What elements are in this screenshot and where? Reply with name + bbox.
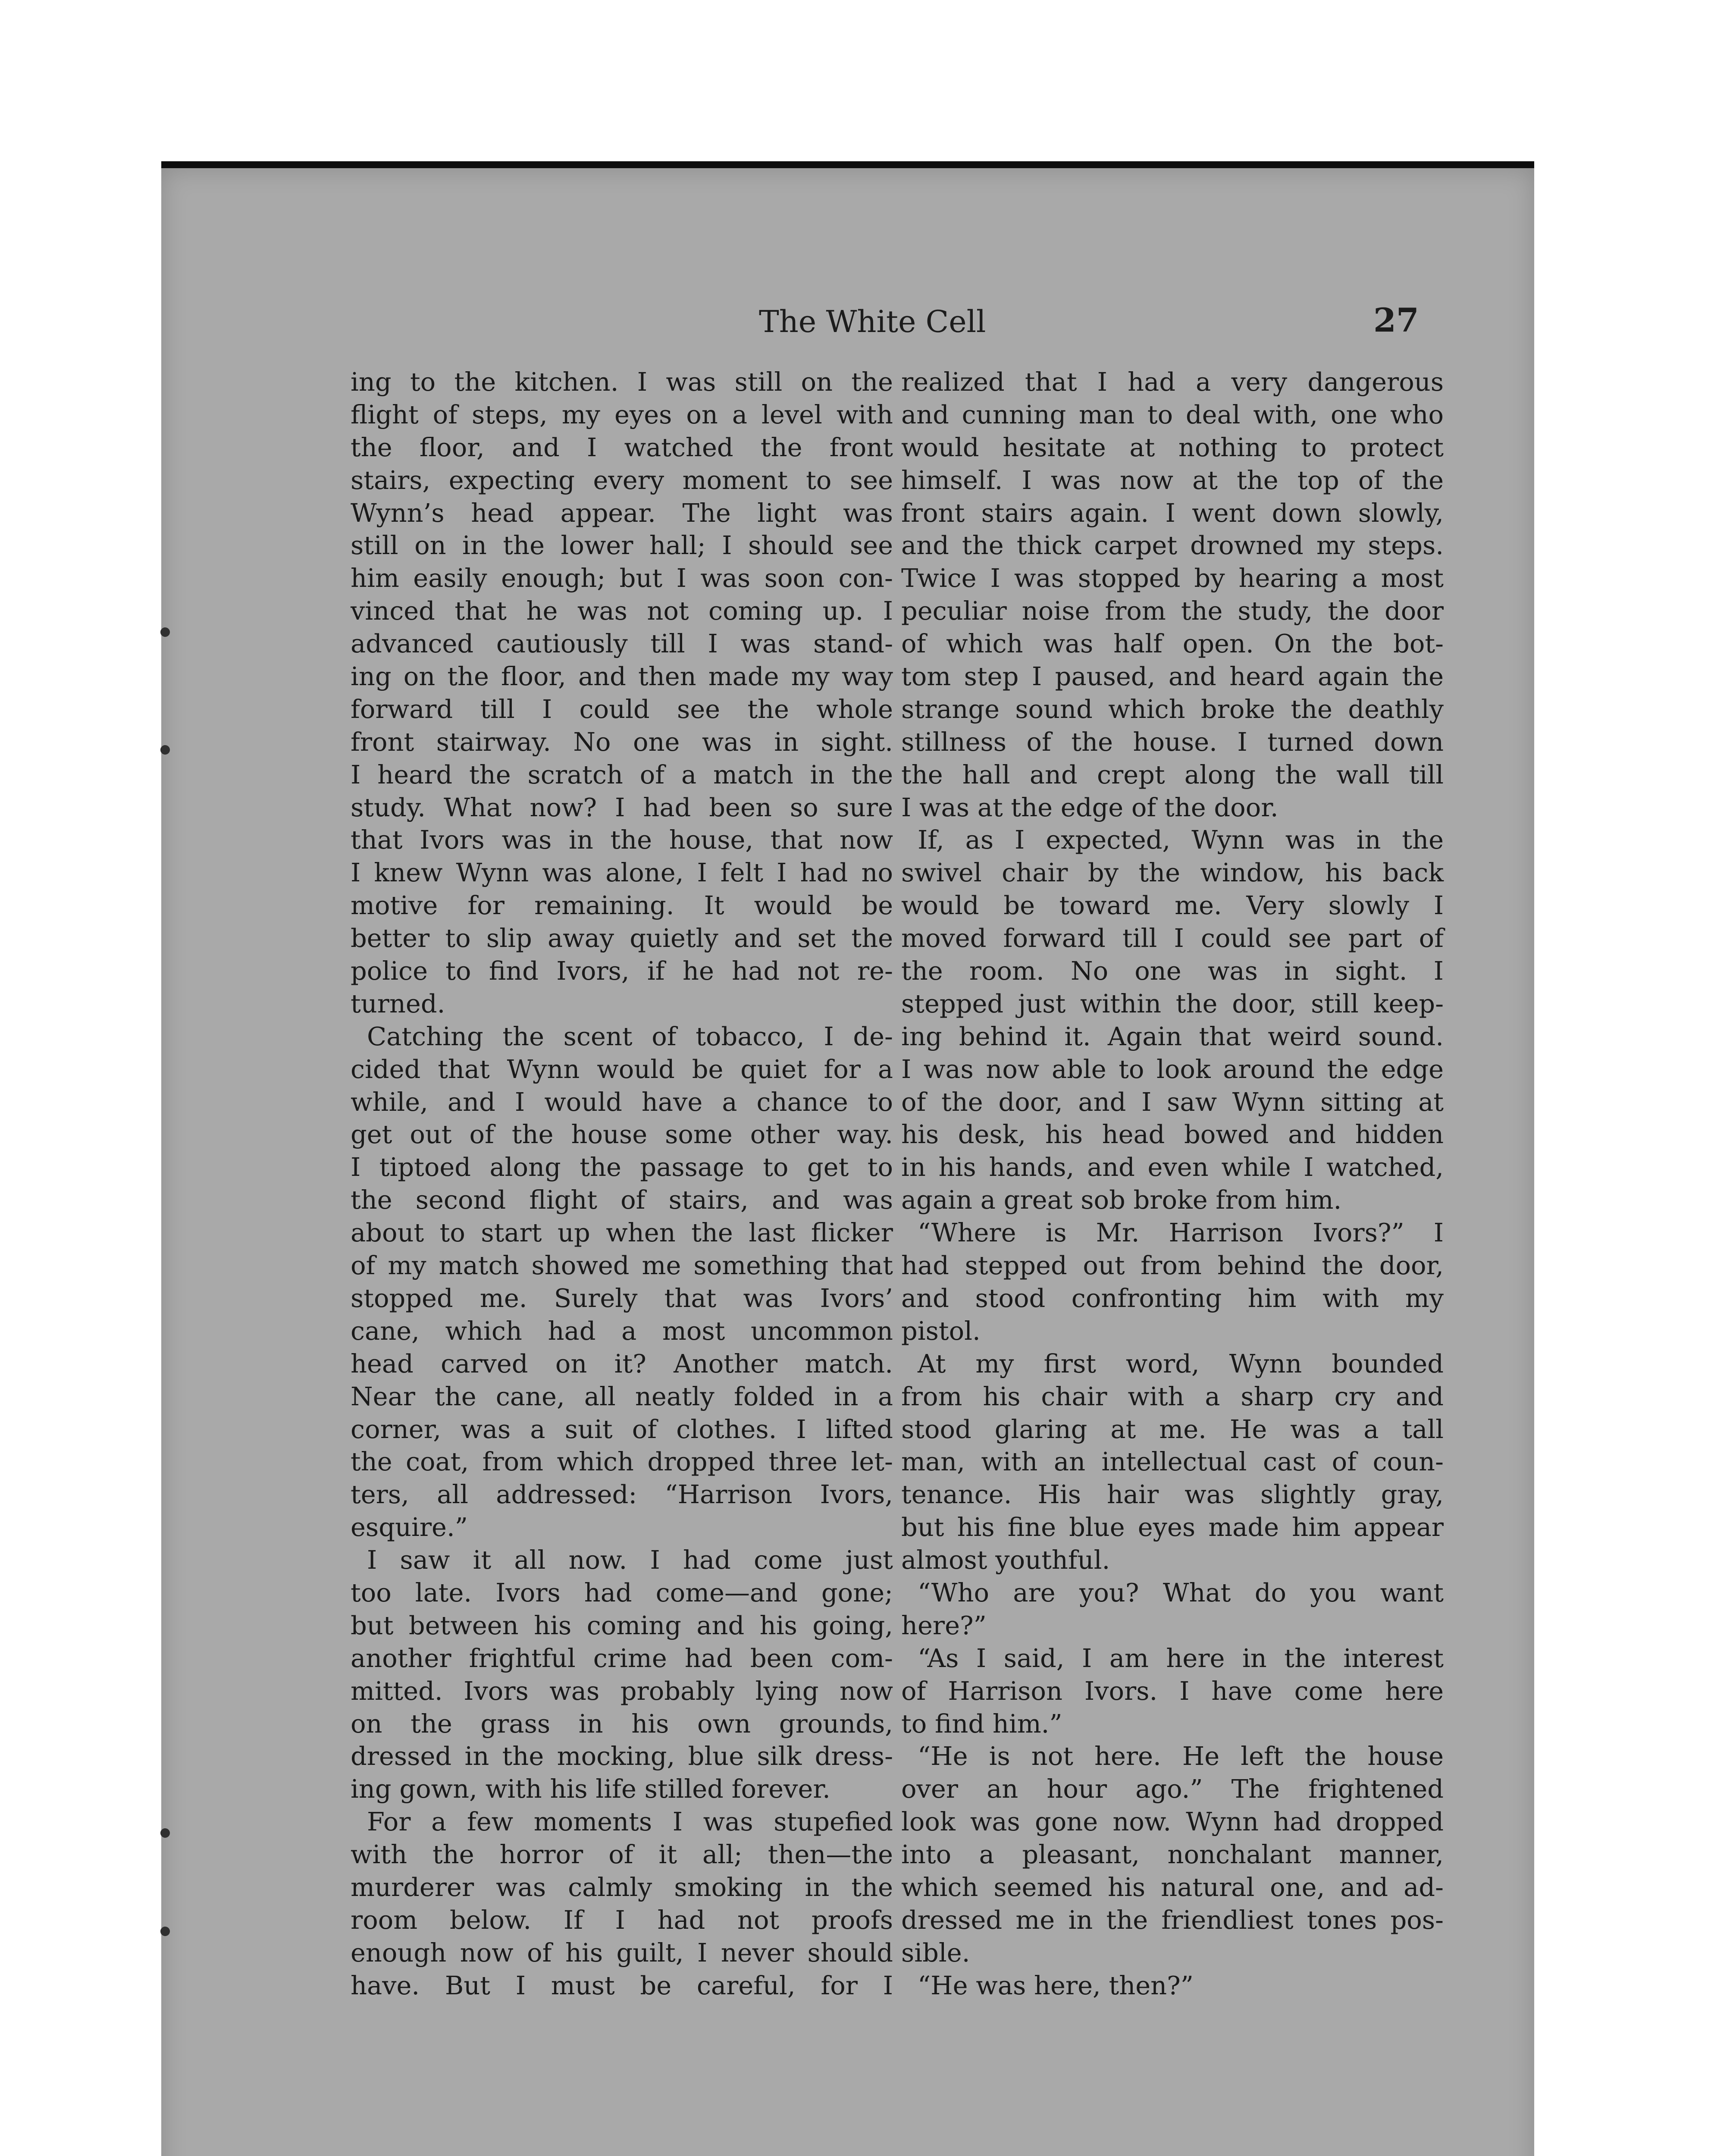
text-line: murderer was calmly smoking in the <box>351 1872 893 1902</box>
text-line: to find him.” <box>901 1708 1062 1739</box>
text-line: mitted. Ivors was probably lying now <box>351 1676 893 1706</box>
text-line: man, with an intellectual cast of coun- <box>901 1447 1444 1477</box>
punch-hole-mark <box>160 627 170 637</box>
text-line: I was now able to look around the edge <box>901 1054 1444 1084</box>
text-line: which seemed his natural one, and ad- <box>901 1872 1444 1902</box>
text-line: I knew Wynn was alone, I felt I had no <box>351 858 893 888</box>
text-line: pistol. <box>901 1316 981 1346</box>
text-line: “He was here, then?” <box>918 1970 1194 2000</box>
punch-hole-mark <box>160 745 170 755</box>
text-line: “Who are you? What do you want <box>918 1577 1444 1608</box>
text-line: into a pleasant, nonchalant manner, <box>901 1839 1444 1870</box>
text-line: flight of steps, my eyes on a level with <box>351 399 893 429</box>
text-line: again a great sob broke from him. <box>901 1185 1342 1215</box>
text-line: front stairs again. I went down slowly, <box>901 498 1444 528</box>
text-line: enough now of his guilt, I never should <box>351 1937 893 1968</box>
text-line: his desk, his head bowed and hidden <box>901 1119 1444 1150</box>
text-line: Twice I was stopped by hearing a most <box>901 563 1444 593</box>
text-line: realized that I had a very dangerous <box>901 367 1444 397</box>
text-line: with the horror of it all; then—the <box>351 1839 893 1870</box>
text-line: Near the cane, all neatly folded in a <box>351 1381 893 1411</box>
text-line: stood glaring at me. He was a tall <box>901 1414 1444 1444</box>
text-line: room below. If I had not proofs <box>351 1905 893 1935</box>
text-line: ing on the floor, and then made my way <box>351 661 893 692</box>
text-line: have. But I must be careful, for I <box>351 1970 893 2000</box>
text-line: of Harrison Ivors. I have come here <box>901 1676 1444 1706</box>
text-line: ters, all addressed: “Harrison Ivors, <box>351 1479 893 1510</box>
text-line: motive for remaining. It would be <box>351 890 893 921</box>
text-line: peculiar noise from the study, the door <box>901 596 1444 626</box>
text-line: almost youthful. <box>901 1545 1110 1575</box>
text-line: ing gown, with his life stilled forever. <box>351 1774 830 1804</box>
text-line: “He is not here. He left the house <box>918 1741 1444 1771</box>
text-line: would hesitate at nothing to protect <box>901 432 1444 462</box>
text-line: ing to the kitchen. I was still on the <box>351 367 893 397</box>
text-line: dressed in the mocking, blue silk dress- <box>351 1741 893 1771</box>
text-line: over an hour ago.” The frightened <box>901 1774 1444 1804</box>
text-line: corner, was a suit of clothes. I lifted <box>351 1414 893 1444</box>
text-line: and the thick carpet drowned my steps. <box>901 530 1444 561</box>
text-line: him easily enough; but I was soon con- <box>351 563 893 593</box>
text-line: cided that Wynn would be quiet for a <box>351 1054 893 1084</box>
text-line: “As I said, I am here in the interest <box>918 1643 1444 1673</box>
text-line: on the grass in his own grounds, <box>351 1708 893 1739</box>
text-line: front stairway. No one was in sight. <box>351 727 893 757</box>
left-text-column <box>351 366 893 2002</box>
text-line: of the door, and I saw Wynn sitting at <box>901 1087 1444 1117</box>
text-line: Catching the scent of tobacco, I de- <box>367 1021 893 1051</box>
text-line: “Where is Mr. Harrison Ivors?” I <box>918 1218 1444 1248</box>
text-line: study. What now? I had been so sure <box>351 792 893 822</box>
text-line: the room. No one was in sight. I <box>901 956 1444 986</box>
text-line: turned. <box>351 988 445 1018</box>
text-line: had stepped out from behind the door, <box>901 1250 1444 1281</box>
right-text-column <box>901 366 1444 2002</box>
text-line: swivel chair by the window, his back <box>901 858 1444 888</box>
text-line: ing behind it. Again that weird sound. <box>901 1021 1444 1051</box>
text-line: stillness of the house. I turned down <box>901 727 1444 757</box>
text-line: of which was half open. On the bot- <box>901 629 1444 659</box>
page-number: 27 <box>1373 301 1419 339</box>
text-line: the hall and crept along the wall till <box>901 759 1444 790</box>
text-line: stairs, expecting every moment to see <box>351 465 893 495</box>
text-line: esquire.” <box>351 1512 468 1542</box>
text-line: tenance. His hair was slightly gray, <box>901 1479 1444 1510</box>
text-line: himself. I was now at the top of the <box>901 465 1444 495</box>
text-line: moved forward till I could see part of <box>901 923 1444 953</box>
text-line: stopped me. Surely that was Ivors’ <box>351 1283 893 1313</box>
text-line: but between his coming and his going, <box>351 1610 893 1640</box>
text-line: from his chair with a sharp cry and <box>901 1381 1444 1411</box>
text-line: I was at the edge of the door. <box>901 792 1279 822</box>
text-line: tom step I paused, and heard again the <box>901 661 1444 692</box>
text-line: but his fine blue eyes made him appear <box>901 1512 1444 1542</box>
text-line: and stood confronting him with my <box>901 1283 1444 1313</box>
text-line: the floor, and I watched the front <box>351 432 893 462</box>
text-line: look was gone now. Wynn had dropped <box>901 1807 1444 1837</box>
text-line: cane, which had a most uncommon <box>351 1316 893 1346</box>
text-line: too late. Ivors had come—and gone; <box>351 1577 893 1608</box>
text-line: about to start up when the last flicker <box>351 1218 893 1248</box>
text-line: and cunning man to deal with, one who <box>901 399 1444 429</box>
punch-hole-mark <box>160 1828 170 1838</box>
text-line: At my first word, Wynn bounded <box>918 1348 1444 1379</box>
text-line: head carved on it? Another match. <box>351 1348 893 1379</box>
text-line: police to find Ivors, if he had not re- <box>351 956 893 986</box>
text-line: better to slip away quietly and set the <box>351 923 893 953</box>
text-line: advanced cautiously till I was stand- <box>351 629 893 659</box>
text-line: the second flight of stairs, and was <box>351 1185 893 1215</box>
text-line: the coat, from which dropped three let- <box>351 1447 893 1477</box>
text-line: dressed me in the friendliest tones pos- <box>901 1905 1444 1935</box>
text-line: I heard the scratch of a match in the <box>351 759 893 790</box>
running-header-title: The White Cell <box>759 304 986 339</box>
text-line: I tiptoed along the passage to get to <box>351 1152 893 1182</box>
punch-hole-mark <box>160 1927 170 1936</box>
text-line: stepped just within the door, still keep- <box>901 988 1444 1018</box>
text-line: strange sound which broke the deathly <box>901 694 1444 724</box>
text-line: would be toward me. Very slowly I <box>901 890 1444 921</box>
text-line: I saw it all now. I had come just <box>367 1545 893 1575</box>
text-line: that Ivors was in the house, that now <box>351 825 893 855</box>
text-line: while, and I would have a chance to <box>351 1087 893 1117</box>
text-line: forward till I could see the whole <box>351 694 893 724</box>
text-line: If, as I expected, Wynn was in the <box>918 825 1444 855</box>
text-line: vinced that he was not coming up. I <box>351 596 893 626</box>
text-line: get out of the house some other way. <box>351 1119 893 1150</box>
text-line: of my match showed me something that <box>351 1250 893 1281</box>
text-line: still on in the lower hall; I should see <box>351 530 893 561</box>
text-line: sible. <box>901 1937 970 1968</box>
text-line: another frightful crime had been com- <box>351 1643 893 1673</box>
text-line: Wynn’s head appear. The light was <box>351 498 893 528</box>
text-line: in his hands, and even while I watched, <box>901 1152 1444 1182</box>
text-line: For a few moments I was stupefied <box>367 1807 893 1837</box>
text-line: here?” <box>901 1610 987 1640</box>
